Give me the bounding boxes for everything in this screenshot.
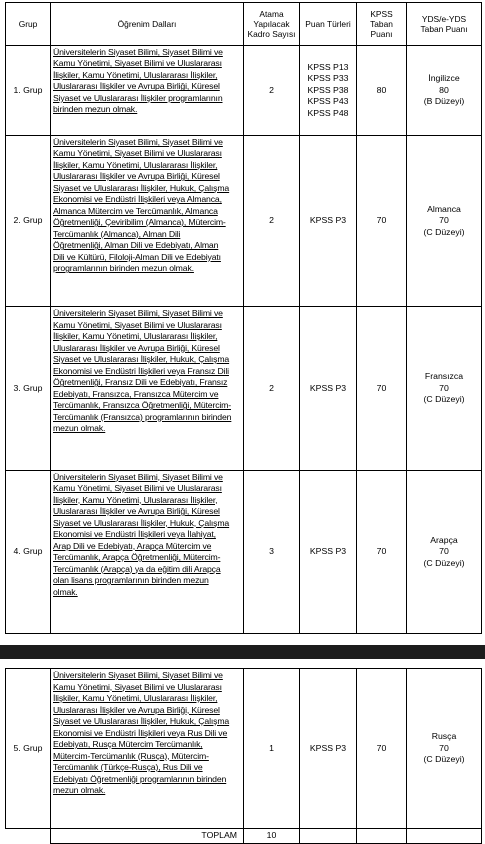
ogrenim-dali-line — [53, 263, 241, 275]
yds-line: (C Düzeyi) — [423, 394, 465, 405]
ogrenim-dali-text: Siyaset ve Uluslararası İlişkiler, Hukuk, Çalışma — [53, 517, 230, 528]
ogrenim-dallari-cell — [51, 307, 244, 470]
puan-turleri-cell — [300, 307, 357, 470]
kpss-taban-cell: 80 — [357, 45, 407, 135]
ogrenim-dali-line — [53, 587, 241, 599]
ogrenim-dali-line — [53, 343, 241, 355]
positions-table-continued — [5, 668, 482, 844]
ogrenim-dali-text: Edebiyatı, Rusça Mütercim Tercümanlık, — [53, 739, 203, 749]
ogrenim-dali-text: Mütercim-Tercümanlık (Rusça), Mütercim- — [53, 750, 209, 761]
kadro-sayisi-cell: 1 — [244, 669, 300, 829]
ogrenim-dali-text: İlişkiler, Kamu Yönetimi, Uluslararası İlişkiler, — [53, 693, 218, 703]
yds-line: 70 — [439, 382, 449, 393]
ogrenim-dali-line — [53, 529, 241, 541]
grup-cell: 1. Grup — [6, 45, 51, 135]
kadro-sayisi-cell: 2 — [244, 135, 300, 307]
ogrenim-dali-line — [53, 506, 241, 518]
header-puan-turleri: Puan Türleri — [300, 3, 357, 46]
puan-turu: KPSS P13 — [307, 61, 349, 72]
ogrenim-dali-text: Tercümanlık (Arapça) ya da eğitim dili Arapça — [53, 563, 221, 574]
ogrenim-dali-text: Uluslararası İlişkiler ve Avrupa Birliği, Küresel — [53, 81, 220, 92]
ogrenim-dali-line — [53, 194, 241, 206]
ogrenim-dali-text: Ekonomisi ve Endüstri İlişkileri veya Rus Dili ve — [53, 727, 228, 738]
ogrenim-dali-text: Dili ve Kültürü, Filoloji-Alman Dili ve Edebiyatı — [53, 251, 221, 262]
ogrenim-dali-text: Arap Dili ve Edebiyatı, Arapça Mütercim ve — [53, 540, 212, 551]
ogrenim-dali-line — [53, 308, 241, 320]
ogrenim-dali-text: Tercümanlık (Almanca), Alman Dili — [53, 228, 181, 239]
total-row — [6, 829, 482, 844]
header-yds-taban — [407, 3, 482, 46]
ogrenim-dali-line — [53, 774, 241, 786]
header-ogrenim-dallari: Öğrenim Dalları — [51, 3, 244, 46]
header-yds-line: Taban Puanı — [420, 23, 468, 34]
ogrenim-dali-line — [53, 739, 241, 751]
ogrenim-dali-text: Üniversitelerin Siyaset Bilimi, Siyaset Bilimi ve — [53, 308, 223, 319]
yds-line: 70 — [439, 215, 449, 226]
yds-line: Rusça — [431, 731, 457, 742]
page-break-band — [0, 645, 485, 659]
kpss-taban-cell: 70 — [357, 135, 407, 307]
table-row — [6, 45, 482, 135]
table-row — [6, 307, 482, 470]
grup-cell: 4. Grup — [6, 470, 51, 633]
yds-line: 70 — [439, 546, 449, 557]
ogrenim-dali-text: Kamu Yönetimi, Siyaset Bilimi ve Uluslararası — [53, 319, 222, 330]
ogrenim-dallari-cell — [51, 45, 244, 135]
ogrenim-dali-text: Siyaset ve Uluslararası İlişkiler, Hukuk, Çalışma — [53, 716, 230, 726]
kpss-taban-cell: 70 — [357, 470, 407, 633]
ogrenim-dali-text: İlişkiler, Kamu Yönetimi, Uluslararası İlişkiler, — [53, 331, 218, 342]
ogrenim-dali-line — [53, 564, 241, 576]
kpss-taban-cell: 70 — [357, 669, 407, 829]
grup-cell: 2. Grup — [6, 135, 51, 307]
ogrenim-dali-text: Tercümanlık, Arapça Öğretmenliği, Mütercim- — [53, 552, 221, 563]
yds-line: Fransızca — [424, 371, 464, 382]
ogrenim-dali-text: Kamu Yönetimi, Siyaset Bilimi ve Uluslararası — [53, 148, 222, 159]
ogrenim-dali-line — [53, 217, 241, 229]
yds-taban-cell — [407, 45, 482, 135]
header-kadro-line: Kadro Sayısı — [247, 28, 296, 39]
ogrenim-dali-line — [53, 495, 241, 507]
puan-turu: KPSS P3 — [309, 215, 347, 226]
ogrenim-dali-line — [53, 400, 241, 412]
ogrenim-dali-text: Almanca Mütercim ve Tercümanlık, Almanca — [53, 205, 218, 216]
ogrenim-dali-text: Edebiyatı, Fransızca, Fransızca Mütercim ve — [53, 388, 219, 399]
puan-turu: KPSS P3 — [309, 742, 347, 753]
ogrenim-dallari-cell — [51, 669, 244, 829]
ogrenim-dali-text: İlişkiler, Kamu Yönetimi, Uluslararası İlişkiler, — [53, 159, 218, 170]
ogrenim-dali-text: Öğretmenliği, Fransız Dili ve Edebiyatı, Fransız — [53, 377, 228, 388]
ogrenim-dali-line — [53, 377, 241, 389]
yds-line: (C Düzeyi) — [423, 754, 465, 765]
ogrenim-dali-line — [53, 762, 241, 774]
total-label: TOPLAM — [51, 829, 244, 844]
grup-cell: 3. Grup — [6, 307, 51, 470]
total-empty-cell — [357, 829, 407, 844]
yds-line: (B Düzeyi) — [423, 96, 465, 107]
grup-cell: 5. Grup — [6, 669, 51, 829]
ogrenim-dali-line — [53, 93, 241, 105]
ogrenim-dali-text: Öğretmenliği, Çeviribilim (Almanca), Mütercim- — [53, 217, 226, 228]
ogrenim-dali-text: Edebiyatı Öğretmenliği programlarının birinden — [53, 773, 227, 784]
ogrenim-dali-line — [53, 81, 241, 93]
ogrenim-dali-text: Siyaset ve Uluslararası İlişkiler programlarının — [53, 92, 223, 103]
ogrenim-dali-text: Üniversitelerin Siyaset Bilimi, Siyaset Bilimi ve — [53, 471, 223, 482]
ogrenim-dali-text: Uluslararası İlişkiler ve Avrupa Birliği, Küresel — [53, 171, 220, 182]
ogrenim-dali-line — [53, 252, 241, 264]
total-empty-cell — [407, 829, 482, 844]
ogrenim-dali-text: olmak. — [53, 586, 78, 597]
ogrenim-dali-line — [53, 47, 241, 59]
ogrenim-dali-text: Öğretmenliği, Alman Dili ve Edebiyatı, Alman — [53, 240, 219, 251]
ogrenim-dali-text: birinden mezun olmak. — [53, 104, 138, 115]
ogrenim-dali-line — [53, 423, 241, 435]
yds-taban-cell — [407, 470, 482, 633]
ogrenim-dali-text: Üniversitelerin Siyaset Bilimi, Siyaset Bilimi ve — [53, 136, 223, 147]
header-kadro-line: Yapılacak — [253, 18, 290, 29]
ogrenim-dali-text: olan lisans programlarının birinden mezun — [53, 575, 209, 586]
ogrenim-dali-text: İlişkiler, Kamu Yönetimi, Uluslararası İlişkiler, — [53, 494, 218, 505]
header-yds-line: YDS/e-YDS — [421, 13, 467, 24]
yds-taban-cell — [407, 307, 482, 470]
puan-turu: KPSS P3 — [309, 382, 347, 393]
table-row — [6, 669, 482, 829]
ogrenim-dali-text: Kamu Yönetimi, Siyaset Bilimi ve Uluslararası — [53, 483, 222, 494]
ogrenim-dali-text: Ekonomisi ve Endüstri İlişkileri veya Fransız Dili — [53, 365, 229, 376]
ogrenim-dali-line — [53, 575, 241, 587]
puan-turu: KPSS P38 — [307, 84, 349, 95]
ogrenim-dali-text: Ekonomisi ve Endüstri İlişkileri veya Almanca, — [53, 194, 222, 205]
ogrenim-dali-text: Kamu Yönetimi, Siyaset Bilimi ve Uluslararası — [53, 58, 222, 69]
ogrenim-dali-line — [53, 541, 241, 553]
ogrenim-dali-line — [53, 693, 241, 705]
yds-line: (C Düzeyi) — [423, 226, 465, 237]
ogrenim-dallari-cell — [51, 135, 244, 307]
ogrenim-dali-text: programlarının birinden mezun olmak. — [53, 263, 194, 274]
ogrenim-dali-line — [53, 137, 241, 149]
ogrenim-dali-line — [53, 229, 241, 241]
ogrenim-dali-text: İlişkiler, Kamu Yönetimi, Uluslararası İlişkiler, — [53, 69, 218, 80]
ogrenim-dali-line — [53, 104, 241, 116]
yds-taban-cell — [407, 135, 482, 307]
ogrenim-dali-line — [53, 552, 241, 564]
header-kpss-line: Puanı — [370, 28, 393, 39]
ogrenim-dali-line — [53, 240, 241, 252]
table-row — [6, 470, 482, 633]
positions-table — [5, 2, 482, 634]
ogrenim-dali-text: mezun olmak. — [53, 423, 106, 434]
ogrenim-dali-line — [53, 171, 241, 183]
ogrenim-dallari-cell — [51, 470, 244, 633]
puan-turu: KPSS P43 — [307, 96, 349, 107]
yds-line: 70 — [439, 742, 449, 753]
kadro-sayisi-cell: 3 — [244, 470, 300, 633]
ogrenim-dali-text: Kamu Yönetimi, Siyaset Bilimi ve Uluslararası — [53, 681, 222, 692]
puan-turu: KPSS P48 — [307, 107, 349, 118]
kpss-taban-cell: 70 — [357, 307, 407, 470]
ogrenim-dali-line — [53, 331, 241, 343]
ogrenim-dali-line — [53, 183, 241, 195]
ogrenim-dali-line — [53, 206, 241, 218]
puan-turleri-cell — [300, 470, 357, 633]
ogrenim-dali-line — [53, 354, 241, 366]
kadro-sayisi-cell: 2 — [244, 307, 300, 470]
yds-line: Arapça — [430, 534, 458, 545]
ogrenim-dali-line — [53, 58, 241, 70]
ogrenim-dali-text: Uluslararası İlişkiler ve Avrupa Birliği, Küresel — [53, 704, 220, 715]
ogrenim-dali-line — [53, 483, 241, 495]
ogrenim-dali-line — [53, 472, 241, 484]
ogrenim-dali-text: Uluslararası İlişkiler ve Avrupa Birliği, Küresel — [53, 506, 220, 517]
ogrenim-dali-line — [53, 705, 241, 717]
ogrenim-dali-text: mezun olmak. — [53, 785, 106, 795]
header-kpss-line: KPSS — [370, 8, 393, 19]
ogrenim-dali-line — [53, 728, 241, 740]
ogrenim-dali-line — [53, 160, 241, 172]
ogrenim-dali-text: Siyaset ve Uluslararası İlişkiler, Hukuk, Çalışma — [53, 182, 230, 193]
total-empty-cell — [300, 829, 357, 844]
ogrenim-dali-text: Tercümanlık, Fransızca Öğretmenliği, Mütercim- — [53, 400, 231, 411]
total-spacer — [6, 829, 51, 844]
header-grup: Grup — [6, 3, 51, 46]
header-kadro-line: Atama — [259, 8, 284, 19]
header-kpss-taban — [357, 3, 407, 46]
ogrenim-dali-text: Ekonomisi ve Endüstri İlişkileri veya İlahiyat, — [53, 529, 216, 540]
ogrenim-dali-line — [53, 70, 241, 82]
header-kpss-line: Taban — [370, 18, 393, 29]
ogrenim-dali-text: Tercümanlık (Fransızca) programlarının birinden — [53, 411, 232, 422]
ogrenim-dali-line — [53, 682, 241, 694]
puan-turleri-cell — [300, 45, 357, 135]
yds-line: (C Düzeyi) — [423, 557, 465, 568]
total-value: 10 — [244, 829, 300, 844]
ogrenim-dali-line — [53, 670, 241, 682]
puan-turu: KPSS P3 — [309, 546, 347, 557]
puan-turu: KPSS P33 — [307, 73, 349, 84]
ogrenim-dali-line — [53, 751, 241, 763]
ogrenim-dali-line — [53, 148, 241, 160]
ogrenim-dali-text: Üniversitelerin Siyaset Bilimi, Siyaset Bilimi ve — [53, 670, 223, 680]
puan-turleri-cell — [300, 135, 357, 307]
ogrenim-dali-line — [53, 389, 241, 401]
ogrenim-dali-line — [53, 785, 241, 797]
ogrenim-dali-text: Siyaset ve Uluslararası İlişkiler, Hukuk, Çalışma — [53, 354, 230, 365]
table-header-row — [6, 3, 482, 46]
ogrenim-dali-text: Uluslararası İlişkiler ve Avrupa Birliği, Küresel — [53, 342, 220, 353]
table-row — [6, 135, 482, 307]
yds-taban-cell — [407, 669, 482, 829]
yds-line: 80 — [439, 84, 449, 95]
ogrenim-dali-line — [53, 518, 241, 530]
yds-line: Almanca — [427, 203, 461, 214]
puan-turleri-cell — [300, 669, 357, 829]
header-kadro-sayisi — [244, 3, 300, 46]
kadro-sayisi-cell: 2 — [244, 45, 300, 135]
ogrenim-dali-line — [53, 716, 241, 728]
ogrenim-dali-line — [53, 320, 241, 332]
ogrenim-dali-line — [53, 412, 241, 424]
yds-line: İngilizce — [428, 73, 460, 84]
ogrenim-dali-text: Üniversitelerin Siyaset Bilimi, Siyaset Bilimi ve — [53, 46, 223, 57]
ogrenim-dali-line — [53, 366, 241, 378]
ogrenim-dali-text: Tercümanlık (Türkçe-Rusça), Rus Dili ve — [53, 762, 203, 772]
